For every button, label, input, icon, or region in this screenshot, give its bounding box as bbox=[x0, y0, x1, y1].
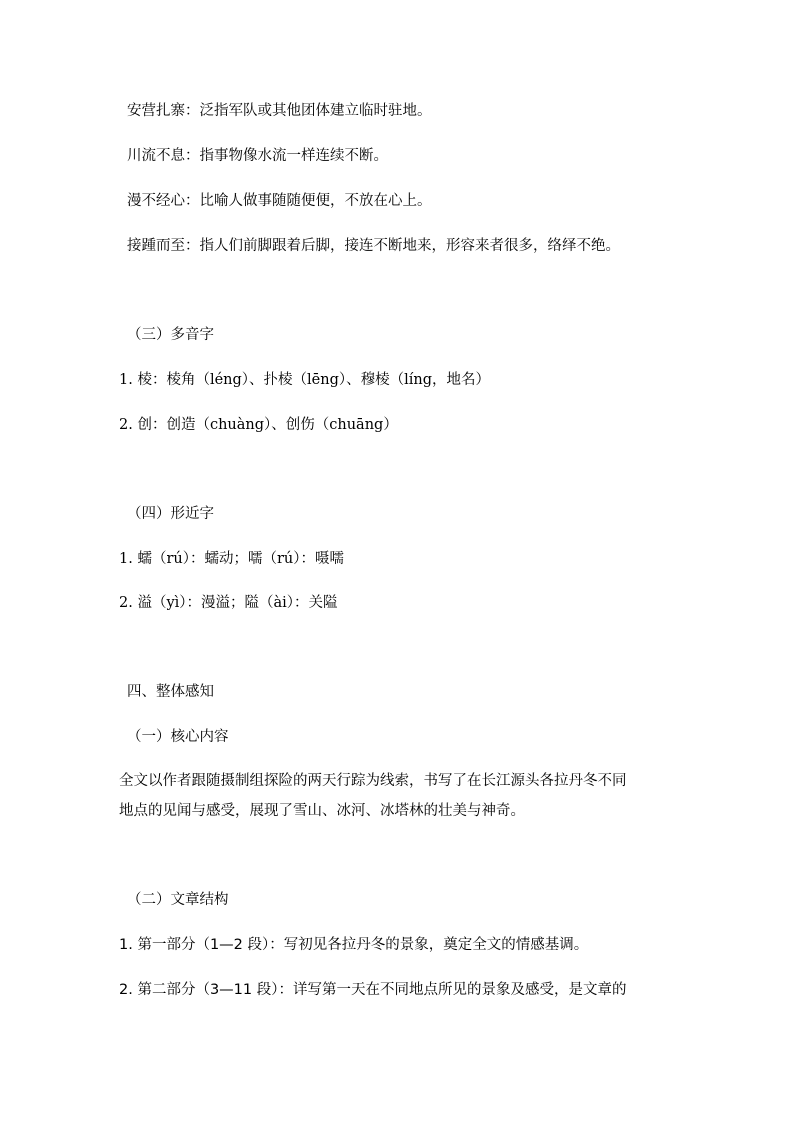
idiom-line: 接踵而至：指人们前脚跟着后脚，接连不断地来，形容来者很多，络绎不绝。 bbox=[127, 238, 620, 254]
section-heading-polyphonic: （三）多音字 bbox=[127, 327, 214, 343]
section-heading-perception: 四、整体感知 bbox=[127, 684, 214, 700]
core-paragraph-line: 全文以作者跟随摄制组探险的两天行踪为线索，书写了在长江源头各拉丹冬不同 bbox=[119, 773, 627, 789]
subheading-structure: （二）文章结构 bbox=[127, 892, 229, 908]
core-paragraph-line: 地点的见闻与感受，展现了雪山、冰河、冰塔林的壮美与神奇。 bbox=[119, 803, 525, 819]
structure-item: 2. 第二部分（3—11 段）：详写第一天在不同地点所见的景象及感受，是文章的 bbox=[119, 982, 627, 998]
section-heading-similar: （四）形近字 bbox=[127, 506, 214, 522]
similar-item: 2. 溢（yì）：漫溢；隘（ài）：关隘 bbox=[119, 595, 338, 611]
idiom-line: 川流不息：指事物像水流一样连续不断。 bbox=[127, 148, 388, 164]
polyphonic-item: 2. 创：创造（chuàng）、创伤（chuāng） bbox=[119, 417, 398, 433]
idiom-line: 漫不经心：比喻人做事随随便便，不放在心上。 bbox=[127, 193, 432, 209]
idiom-line: 安营扎寨：泛指军队或其他团体建立临时驻地。 bbox=[127, 103, 432, 119]
structure-item: 1. 第一部分（1—2 段）：写初见各拉丹冬的景象，奠定全文的情感基调。 bbox=[119, 937, 589, 953]
similar-item: 1. 蠕（rú）：蠕动；嚅（rú）：嗫嚅 bbox=[119, 551, 344, 567]
subheading-core: （一）核心内容 bbox=[127, 729, 229, 745]
polyphonic-item: 1. 棱：棱角（léng）、扑棱（lēng）、穆棱（líng，地名） bbox=[119, 372, 491, 388]
